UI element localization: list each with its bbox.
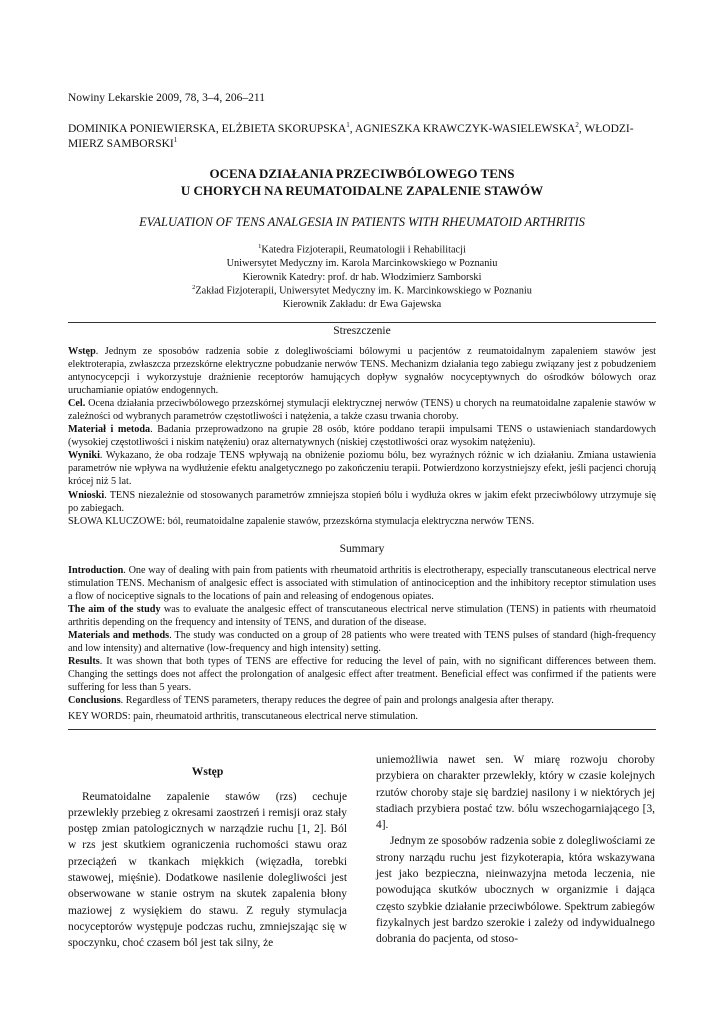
abstract-paragraph: Materiał i metoda. Badania przeprowadzono na grupie 28 osób, które poddano terapii impulsami TENS o ustawieniach standardowych (wysokiej częstotliwości i niskim natężeniu) oraz alternatywnych (niskiej częstotliwości oraz wysokim natężeniu). — [68, 424, 657, 449]
abstract-paragraph: Cel. Ocena działania przeciwbólowego przezskórnej stymulacji elektrycznej nerwów (TENS) u chorych na reumatoidalne zapalenie stawów w zależności od wybranych parametrów częstotliwości i natężenia, a także czasu trwania choroby. — [68, 398, 656, 423]
summary-heading: Summary — [339, 543, 385, 555]
body-paragraph: Jednym ze sposobów radzenia sobie z dolegliwościami ze strony narządu ruchu jest fizykoterapia, która wskazywana jest jako bezpieczna, nieinwazyjna metoda leczenia, nie powodująca skutków ubocznych w organizmie i dająca często szybkie działanie przeciwbólowe. Spektrum zabiegów fizykalnych jest bardzo szerokie i zależy od indywidualnego dobrania do pacjenta, od stoso- — [376, 835, 655, 946]
affiliation-line: Uniwersytet Medyczny im. Karola Marcinkowskiego w Poznaniu — [226, 258, 498, 269]
title-polish-line: OCENA DZIAŁANIA PRZECIWBÓLOWEGO TENS — [209, 166, 515, 181]
abstract-paragraph: Results. It was shown that both types of TENS are effective for reducing the level of pain, with no significant differences between them. Changing the settings does not affect the prolongation of analgesic effect after treatment. Beneficial effect was confirmed if the patients were suffering for less than 5 years. — [68, 656, 656, 694]
title-polish-line: U CHORYCH NA REUMATOIDALNE ZAPALENIE STAWÓW — [180, 182, 544, 198]
slowa-kluczowe: SŁOWA KLUCZOWE: ból, reumatoidalne zapalenie stawów, przezskórna stymulacja elektryczna nerwów TENS. — [68, 516, 535, 527]
affil-mark: 1 — [173, 136, 178, 145]
affiliations — [68, 243, 656, 312]
abstract-paragraph: Wnioski. TENS niezależnie od stosowanych parametrów zmniejsza stopień bólu i wydłuża okres w jakim efekt przeciwbólowy utrzymuje się po zabiegach. — [68, 489, 656, 514]
title-polish — [68, 166, 656, 200]
affiliation-line: $^2$Zakład Fizjoterapii, Uniwersytet Medyczny im. K. Marcinkowskiego w Poznaniu — [192, 284, 532, 297]
abstract-paragraph: Conclusions. Regardless of TENS parameters, therapy reduces the degree of pain and prolongs analgesia after therapy. — [68, 695, 554, 707]
author-text: , AGNIESZKA KRAWCZYK-WASIELEWSKA — [349, 122, 576, 135]
affil-mark: 1 — [346, 121, 350, 129]
author-text: , WŁODZI- — [578, 122, 634, 135]
affil-mark: 1 — [258, 243, 262, 250]
authors — [68, 121, 656, 151]
body-paragraph: Reumatoidalne zapalenie stawów (rzs) cechuje przewlekły przebieg z okresami zaostrzeń i remisji oraz stały postęp zmian patologicznych w narządzie ruchu [1, 2]. Ból w rzs jest skutkiem ograniczenia ruchomości stawu oraz przeciążeń w tkankach miękkich (więzadła, torebki stawowej, mięśnie). Dodatkowe nasilenie dolegliwości jest obserwowane w stanie ostrym na skutek zapalenia błony maziowej z wysiękiem do stawu. Z reguły stymulacja nocyceptorów występuje podczas ruchu, zmniejszając się w spoczynku, choć czasem ból jest tak silny, że — [68, 790, 347, 950]
body-column-right — [376, 752, 655, 948]
journal-reference: Nowiny Lekarskie 2009, 78, 3–4, 206–211 — [68, 92, 265, 104]
summary-abstract — [68, 564, 656, 708]
abstract-paragraph: Wyniki. Wykazano, że oba rodzaje TENS wpływają na obniżenie poziomu bólu, bez wyraźnych różnic w ich działaniu. Zmiana ustawienia parametrów nie wpływa na wydłużenie efektu analgetycznego po zakończeniu terapii. Potwierdzono korzystniejszy efekt, jeśli pacjenci chorują krócej niż 5 lat. — [68, 450, 656, 488]
abstract-paragraph: Materials and methods. The study was conducted on a group of 28 patients who were treated with TENS pulses of standard (high-frequency and low intensity) and alternative (low-frequency and high intensity) setting. — [68, 630, 656, 655]
abstract-paragraph: Introduction. One way of dealing with pain from patients with rheumatoid arthritis is electrotherapy, especially transcutaneous electrical nerve stimulation TENS. Mechanism of analgesic effect is associated with stimulation of antinociception and the inhibitory receptor stimulation uses a flow of nociceptive signals to the locations of pain and releasing of endogenous opiates. — [68, 565, 656, 603]
streszczenie-heading: Streszczenie — [333, 325, 391, 337]
affiliation-line: Kierownik Zakładu: dr Ewa Gajewska — [282, 299, 442, 311]
divider — [68, 322, 656, 323]
body-column-left — [68, 752, 347, 952]
abstract-paragraph: The aim of the study was to evaluate the analgesic effect of transcutaneous electrical nerve stimulation (TENS) in patients with rheumatoid arthritis depending on the frequency and intensity of TENS, and duration of the disease. — [68, 604, 656, 629]
affiliation-line: $^1$Katedra Fizjoterapii, Reumatologii i Rehabilitacji — [258, 243, 466, 256]
affil-mark: 2 — [575, 121, 579, 129]
affiliation-line: Kierownik Katedry: prof. dr hab. Włodzimierz Samborski — [242, 271, 482, 283]
section-heading-wstep: Wstęp — [191, 765, 224, 778]
abstract-paragraph: Wstęp. Jednym ze sposobów radzenia sobie z dolegliwościami bólowymi u pacjentów z reumatoidalnym zapaleniem stawów jest elektroterapia, zwłaszcza przezskórne elektryczne pobudzanie nerwów TENS. Mechanizm działania tego zabiegu związany jest z pobudzeniem antynocycepcji i wykorzystuje drażnienie receptorów hamujących dopływ sygnałów nocyceptywnych do ośrodków bólowych oraz uruchamianie opiatów endogennych. — [68, 346, 656, 397]
streszczenie-abstract — [68, 345, 656, 515]
title-english: EVALUATION OF TENS ANALGESIA IN PATIENTS WITH RHEUMATOID ARTHRITIS — [139, 215, 585, 229]
divider — [68, 729, 656, 730]
affil-mark: 2 — [192, 284, 196, 292]
author-text: MIERZ SAMBORSKI — [68, 138, 174, 151]
author-text: DOMINIKA PONIEWIERSKA, ELŻBIETA SKORUPSKA — [68, 122, 347, 135]
body-paragraph: uniemożliwia nawet sen. W miarę rozwoju choroby przybiera on charakter przewlekły, który w czasie kolejnych rzutów choroby staje się bardziej nasilony i w niektórych jej stadiach przybiera postać tzw. bólu wszechogarniającego [3, 4]. — [376, 754, 655, 832]
key-words: KEY WORDS: pain, rheumatoid arthritis, transcutaneous electrical nerve stimulation. — [68, 711, 418, 722]
